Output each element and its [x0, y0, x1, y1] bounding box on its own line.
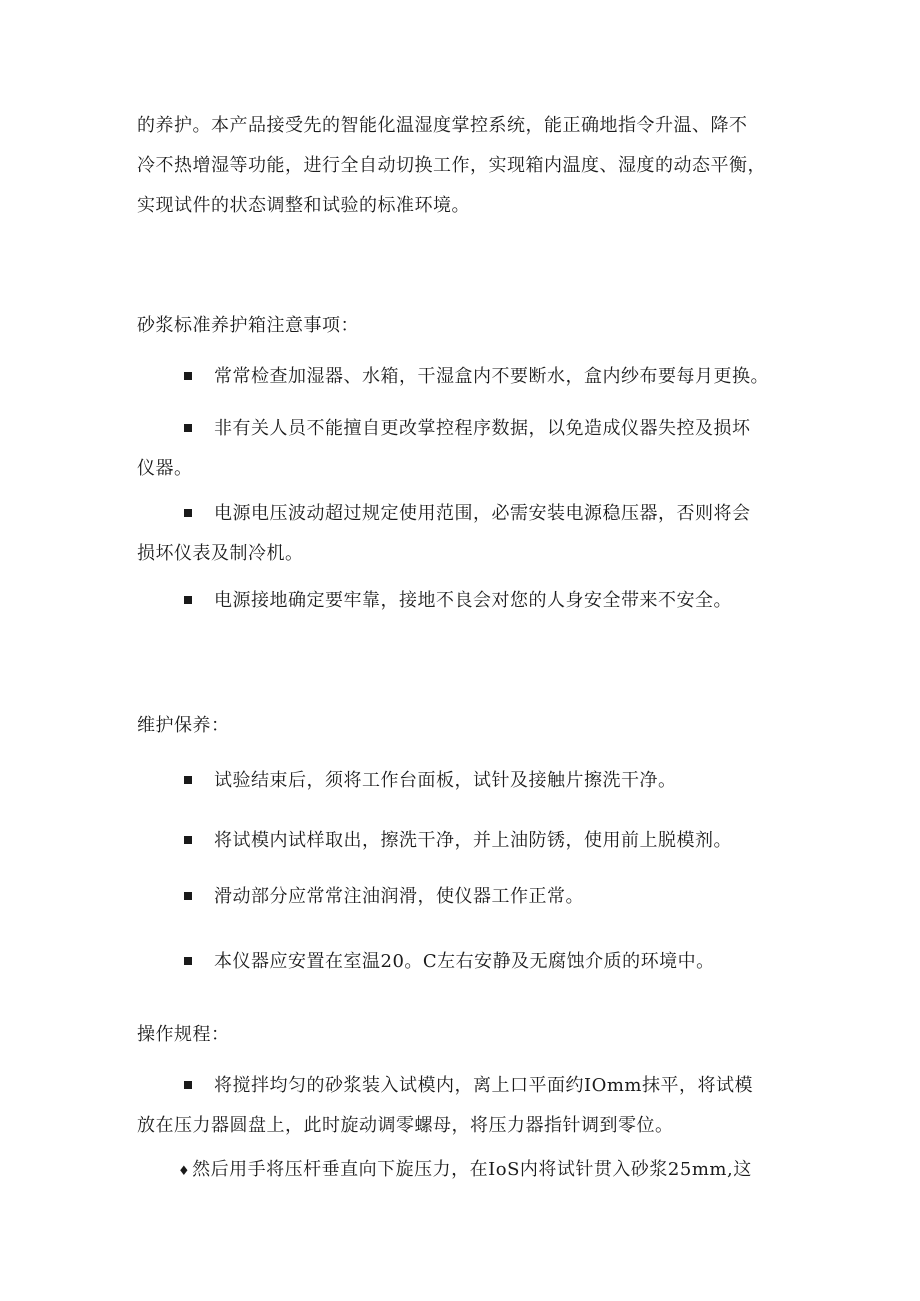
maintenance-item: [137, 821, 797, 861]
operation-item-text-cont: 放在压力器圆盘上，此时旋动调零螺母，将压力器指针调到零位。: [137, 1115, 674, 1136]
notes-item-text: 电源接地确定要牢靠，接地不良会对您的人身安全带来不安全。: [214, 590, 732, 611]
intro-line-1: 的养护。本产品接受先的智能化温湿度掌控系统，能正确地指令升温、降不: [137, 115, 748, 136]
notes-item: [137, 494, 797, 574]
notes-item: [137, 581, 797, 621]
maintenance-item: [137, 877, 797, 917]
notes-item-text: 非有关人员不能擅自更改掌控程序数据，以免造成仪器失控及损坏: [214, 418, 751, 439]
operation-item-text: 将搅拌均匀的砂浆装入试模内，离上口平面约IOmm抹平，将试模: [214, 1075, 754, 1096]
square-bullet-icon: [184, 776, 192, 784]
diamond-bullet-icon: ♦: [178, 1164, 191, 1179]
notes-heading: 砂浆标准养护箱注意事项：: [137, 315, 359, 336]
notes-item-text: 常常检查加湿器、水箱，干湿盒内不要断水，盒内纱布要每月更换。: [214, 366, 769, 387]
operation-item: [137, 1066, 797, 1146]
intro-paragraph: [137, 106, 797, 226]
notes-item: [137, 357, 797, 397]
notes-item: [137, 409, 797, 489]
operation-item-text: 然后用手将压杆垂直向下旋压力，在IoS内将试针贯入砂浆25mm,这: [192, 1159, 752, 1180]
square-bullet-icon: [184, 892, 192, 900]
maintenance-item-text: 滑动部分应常常注油润滑，使仪器工作正常。: [214, 886, 584, 907]
maintenance-item-text: 将试模内试样取出，擦洗干净，并上油防锈，使用前上脱模剂。: [214, 830, 732, 851]
square-bullet-icon: [184, 509, 192, 517]
notes-item-text-cont: 仪器。: [137, 458, 193, 479]
square-bullet-icon: [184, 424, 192, 432]
maintenance-item-text: 本仪器应安置在室温20。C左右安静及无腐蚀介质的环境中。: [214, 951, 715, 972]
square-bullet-icon: [184, 957, 192, 965]
operation-item: [137, 1150, 797, 1192]
square-bullet-icon: [184, 596, 192, 604]
maintenance-heading: 维护保养：: [137, 715, 230, 736]
maintenance-item: [137, 761, 797, 801]
maintenance-item: [137, 942, 797, 982]
notes-item-text-cont: 损坏仪表及制冷机。: [137, 543, 304, 564]
maintenance-item-text: 试验结束后，须将工作台面板，试针及接触片擦洗干净。: [214, 770, 677, 791]
operation-heading: 操作规程：: [137, 1024, 230, 1045]
intro-line-3: 实现试件的状态调整和试验的标准环境。: [137, 195, 470, 216]
square-bullet-icon: [184, 1081, 192, 1089]
intro-line-2: 冷不热增湿等功能，进行全自动切换工作，实现箱内温度、湿度的动态平衡，: [137, 155, 766, 176]
square-bullet-icon: [184, 836, 192, 844]
square-bullet-icon: [184, 372, 192, 380]
notes-item-text: 电源电压波动超过规定使用范围，必需安装电源稳压器，否则将会: [214, 503, 751, 524]
